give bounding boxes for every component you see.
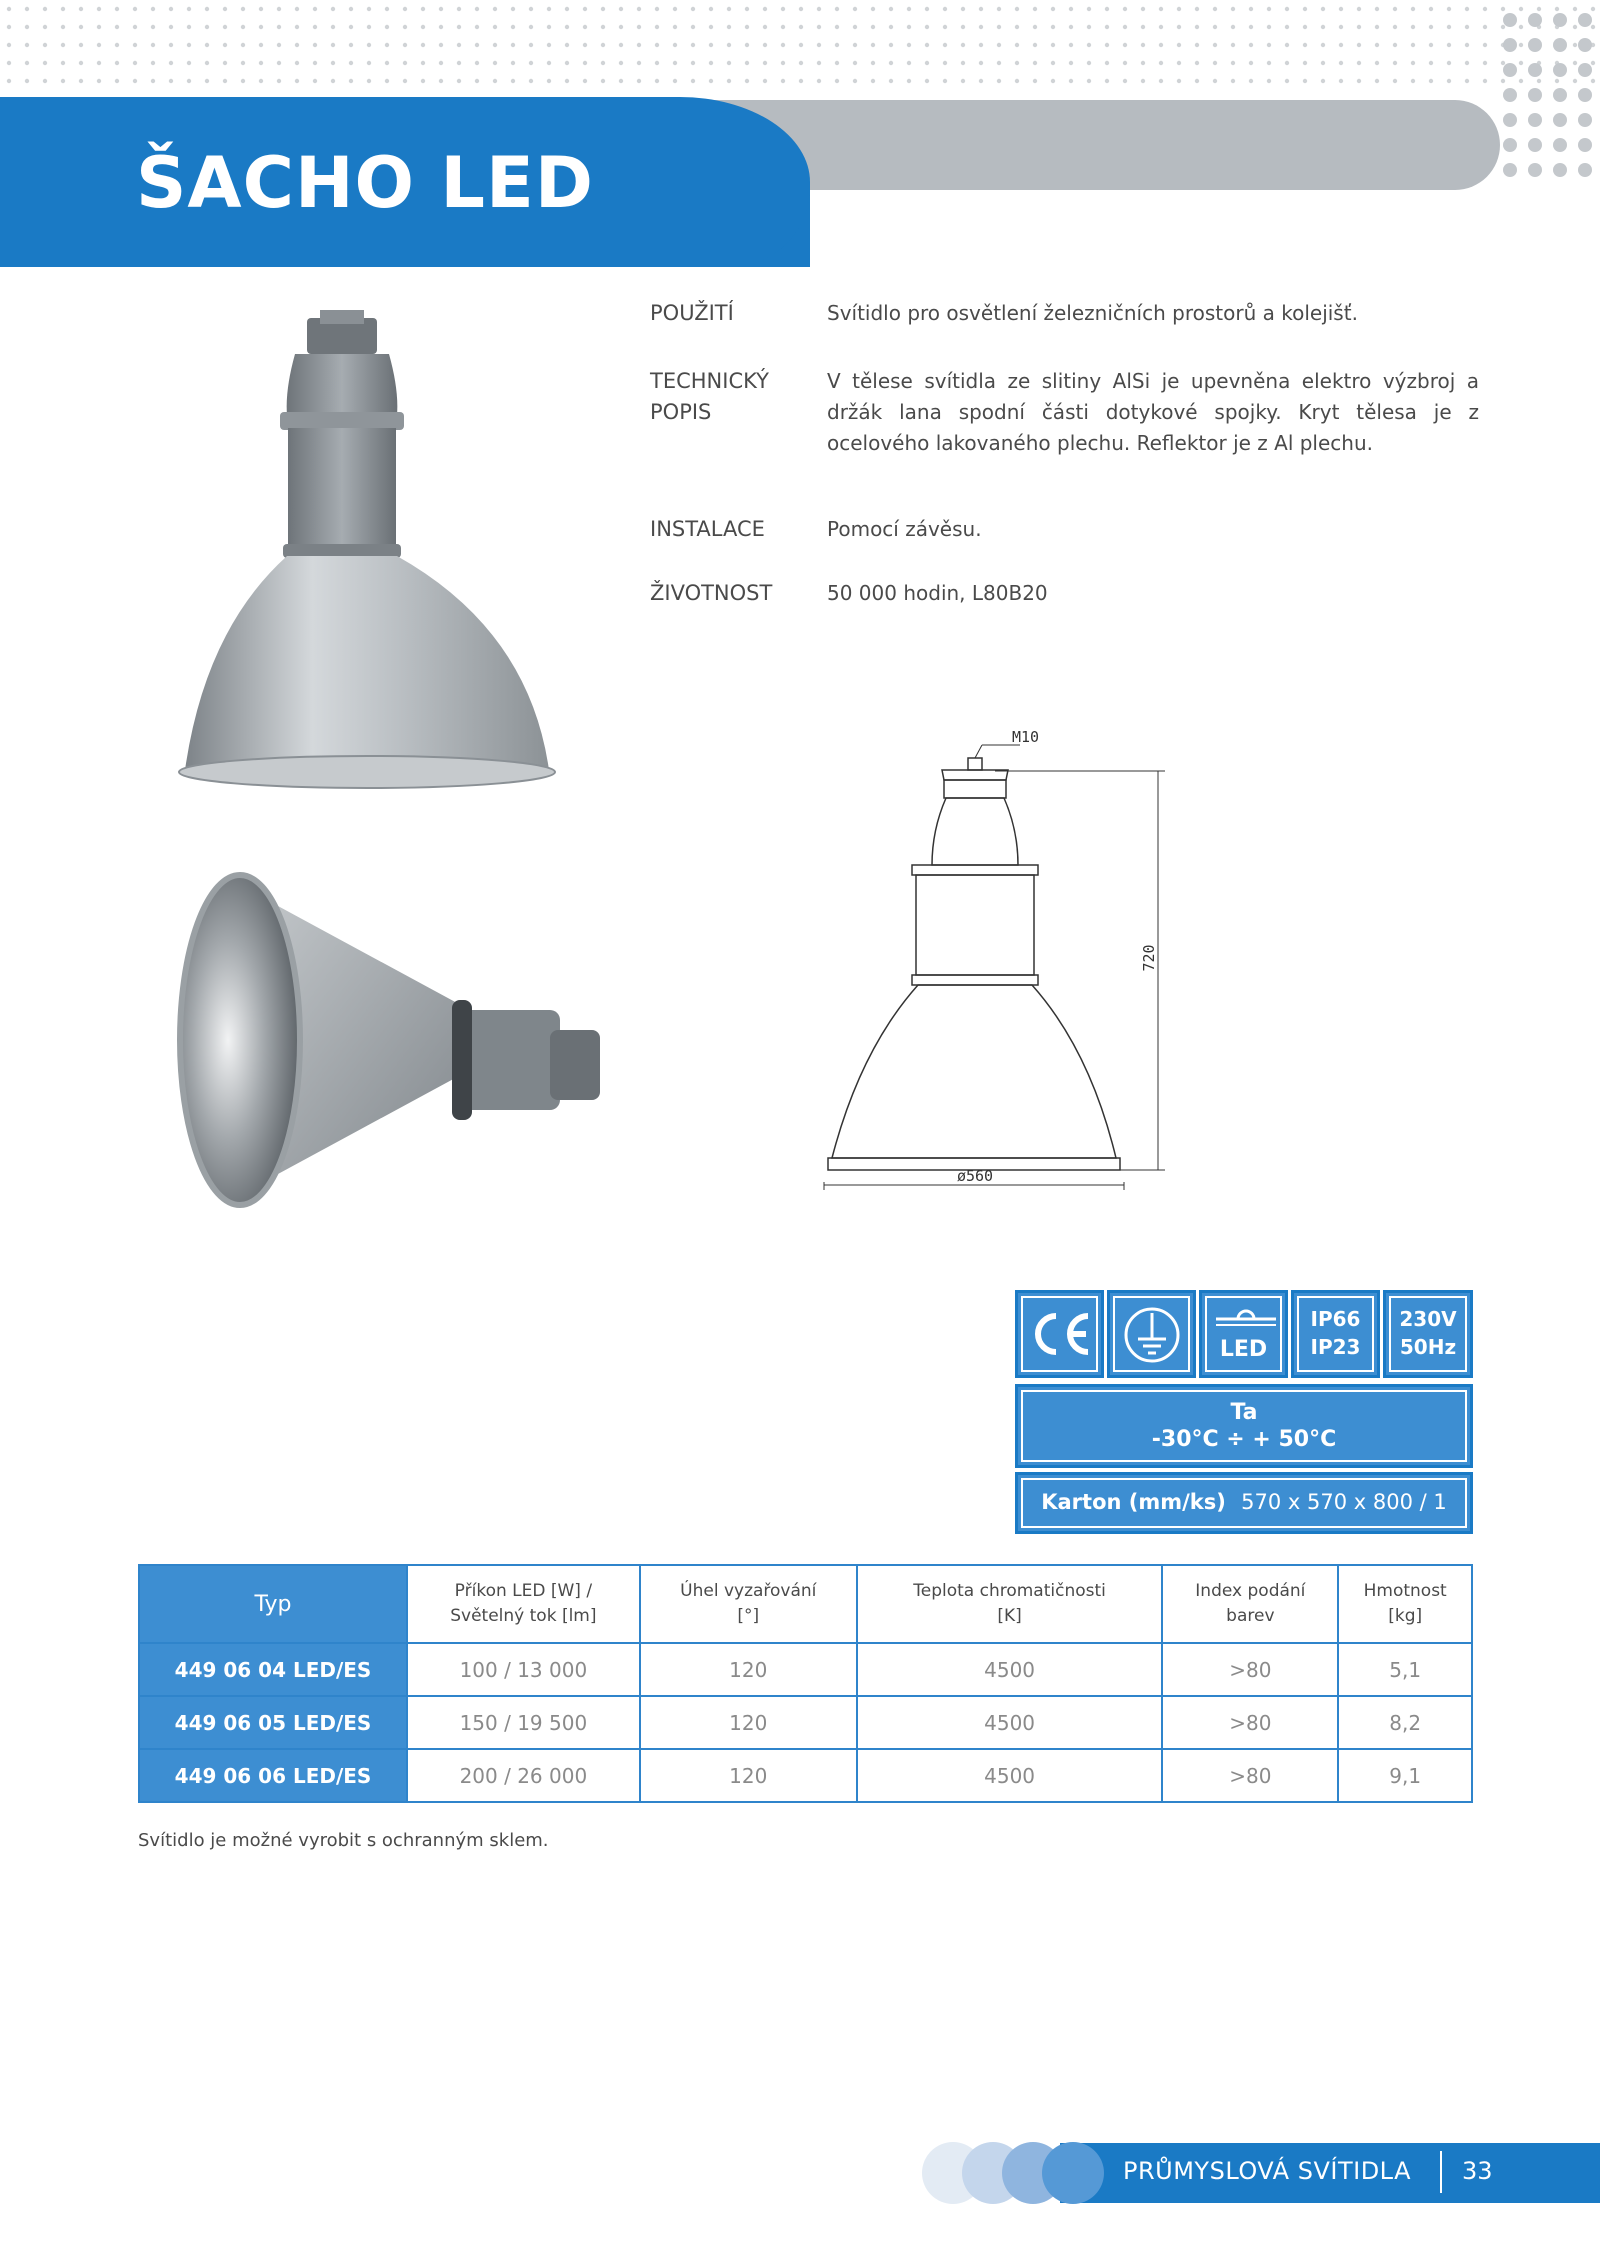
dot-pattern-decoration-right xyxy=(1490,0,1600,200)
ta-label: Ta xyxy=(1230,1400,1258,1425)
cell-typ: 449 06 04 LED/ES xyxy=(139,1643,407,1696)
packaging-badge xyxy=(1015,1472,1473,1534)
spec-value: Pomocí závěsu. xyxy=(827,517,982,541)
cell-hmotnost: 9,1 xyxy=(1338,1749,1472,1802)
col-header-teplota: Teplota chromatičnosti [K] xyxy=(857,1565,1163,1643)
cell-teplota: 4500 xyxy=(857,1749,1163,1802)
table-header-row xyxy=(139,1565,1472,1643)
cell-teplota: 4500 xyxy=(857,1696,1163,1749)
technical-drawing xyxy=(820,730,1190,1190)
dot-pattern-decoration xyxy=(0,0,1600,90)
spec-label: INSTALACE xyxy=(650,517,765,541)
packaging-text xyxy=(1018,1490,1470,1514)
spec-label: POUŽITÍ xyxy=(650,301,734,325)
ta-range: -30°C ÷ + 50°C xyxy=(1151,1427,1337,1452)
cell-hmotnost: 8,2 xyxy=(1338,1696,1472,1749)
ip-rating-line1: IP66 xyxy=(1310,1307,1361,1331)
spec-row-instalace xyxy=(650,514,1480,545)
product-photo-front xyxy=(165,300,565,820)
spec-row-technicky-popis xyxy=(650,366,1480,459)
col-header-typ: Typ xyxy=(139,1565,407,1643)
cell-uhel: 120 xyxy=(640,1643,857,1696)
spec-value: Svítidlo pro osvětlení železničních prostorů a kolejišť. xyxy=(827,301,1358,325)
power-supply-badge xyxy=(1383,1290,1473,1378)
table-row xyxy=(139,1643,1472,1696)
product-variants-table xyxy=(138,1564,1473,1803)
cell-index: >80 xyxy=(1162,1643,1338,1696)
cell-prikon: 200 / 26 000 xyxy=(407,1749,640,1802)
protective-earth-icon xyxy=(1122,1305,1182,1365)
led-badge xyxy=(1199,1290,1288,1378)
spec-value: 50 000 hodin, L80B20 xyxy=(827,581,1048,605)
ip-rating-line2: IP23 xyxy=(1310,1335,1361,1359)
page-number: 33 xyxy=(1462,2157,1493,2185)
cell-index: >80 xyxy=(1162,1749,1338,1802)
protective-earth-badge xyxy=(1107,1290,1196,1378)
footnote: Svítidlo je možné vyrobit s ochranným sklem. xyxy=(138,1830,549,1851)
cell-prikon: 150 / 19 500 xyxy=(407,1696,640,1749)
cell-uhel: 120 xyxy=(640,1696,857,1749)
col-header-hmotnost: Hmotnost [kg] xyxy=(1338,1565,1472,1643)
col-header-prikon: Příkon LED [W] / Světelný tok [lm] xyxy=(407,1565,640,1643)
frequency-label: 50Hz xyxy=(1399,1335,1457,1359)
diameter-dimension-label: ø560 xyxy=(956,1167,994,1185)
led-lamp-icon xyxy=(1212,1305,1280,1329)
cell-teplota: 4500 xyxy=(857,1643,1163,1696)
ce-mark-badge xyxy=(1015,1290,1104,1378)
cell-typ: 449 06 06 LED/ES xyxy=(139,1749,407,1802)
cell-typ: 449 06 05 LED/ES xyxy=(139,1696,407,1749)
spec-value: V tělese svítidla ze slitiny AlSi je upevněna elektro výzbroj a držák lana spodní části dotykové spojky. Kryt tělesa je z ocelového lakovaného plechu. Reflektor je z Al plechu. xyxy=(827,369,1479,455)
spec-row-zivotnost xyxy=(650,578,1480,609)
cell-uhel: 120 xyxy=(640,1749,857,1802)
table-row xyxy=(139,1749,1472,1802)
footer-separator xyxy=(1440,2151,1442,2193)
cell-prikon: 100 / 13 000 xyxy=(407,1643,640,1696)
ip-rating-badge xyxy=(1291,1290,1380,1378)
karton-value: 570 x 570 x 800 / 1 xyxy=(1241,1490,1447,1514)
spec-label: ŽIVOTNOST xyxy=(650,581,773,605)
spec-row-pouziti xyxy=(650,298,1480,329)
product-photo-angled xyxy=(170,860,640,1220)
footer-circles-decoration xyxy=(920,2140,1120,2206)
led-label: LED xyxy=(1219,1337,1268,1362)
table-row xyxy=(139,1696,1472,1749)
cell-index: >80 xyxy=(1162,1696,1338,1749)
ce-mark-icon xyxy=(1028,1308,1093,1360)
cell-hmotnost: 5,1 xyxy=(1338,1643,1472,1696)
karton-label: Karton (mm/ks) xyxy=(1041,1490,1226,1514)
spec-label: TECHNICKÝ POPIS xyxy=(650,369,769,424)
page-title: ŠACHO LED xyxy=(136,142,594,224)
voltage-label: 230V xyxy=(1399,1307,1457,1331)
height-dimension-label: 720 xyxy=(1140,944,1158,972)
thread-dimension-label: M10 xyxy=(1012,730,1040,746)
ambient-temperature-badge xyxy=(1015,1384,1473,1468)
col-header-index: Index podání barev xyxy=(1162,1565,1338,1643)
col-header-uhel: Úhel vyzařování [°] xyxy=(640,1565,857,1643)
footer-section-title: PRŮMYSLOVÁ SVÍTIDLA xyxy=(1123,2157,1412,2185)
